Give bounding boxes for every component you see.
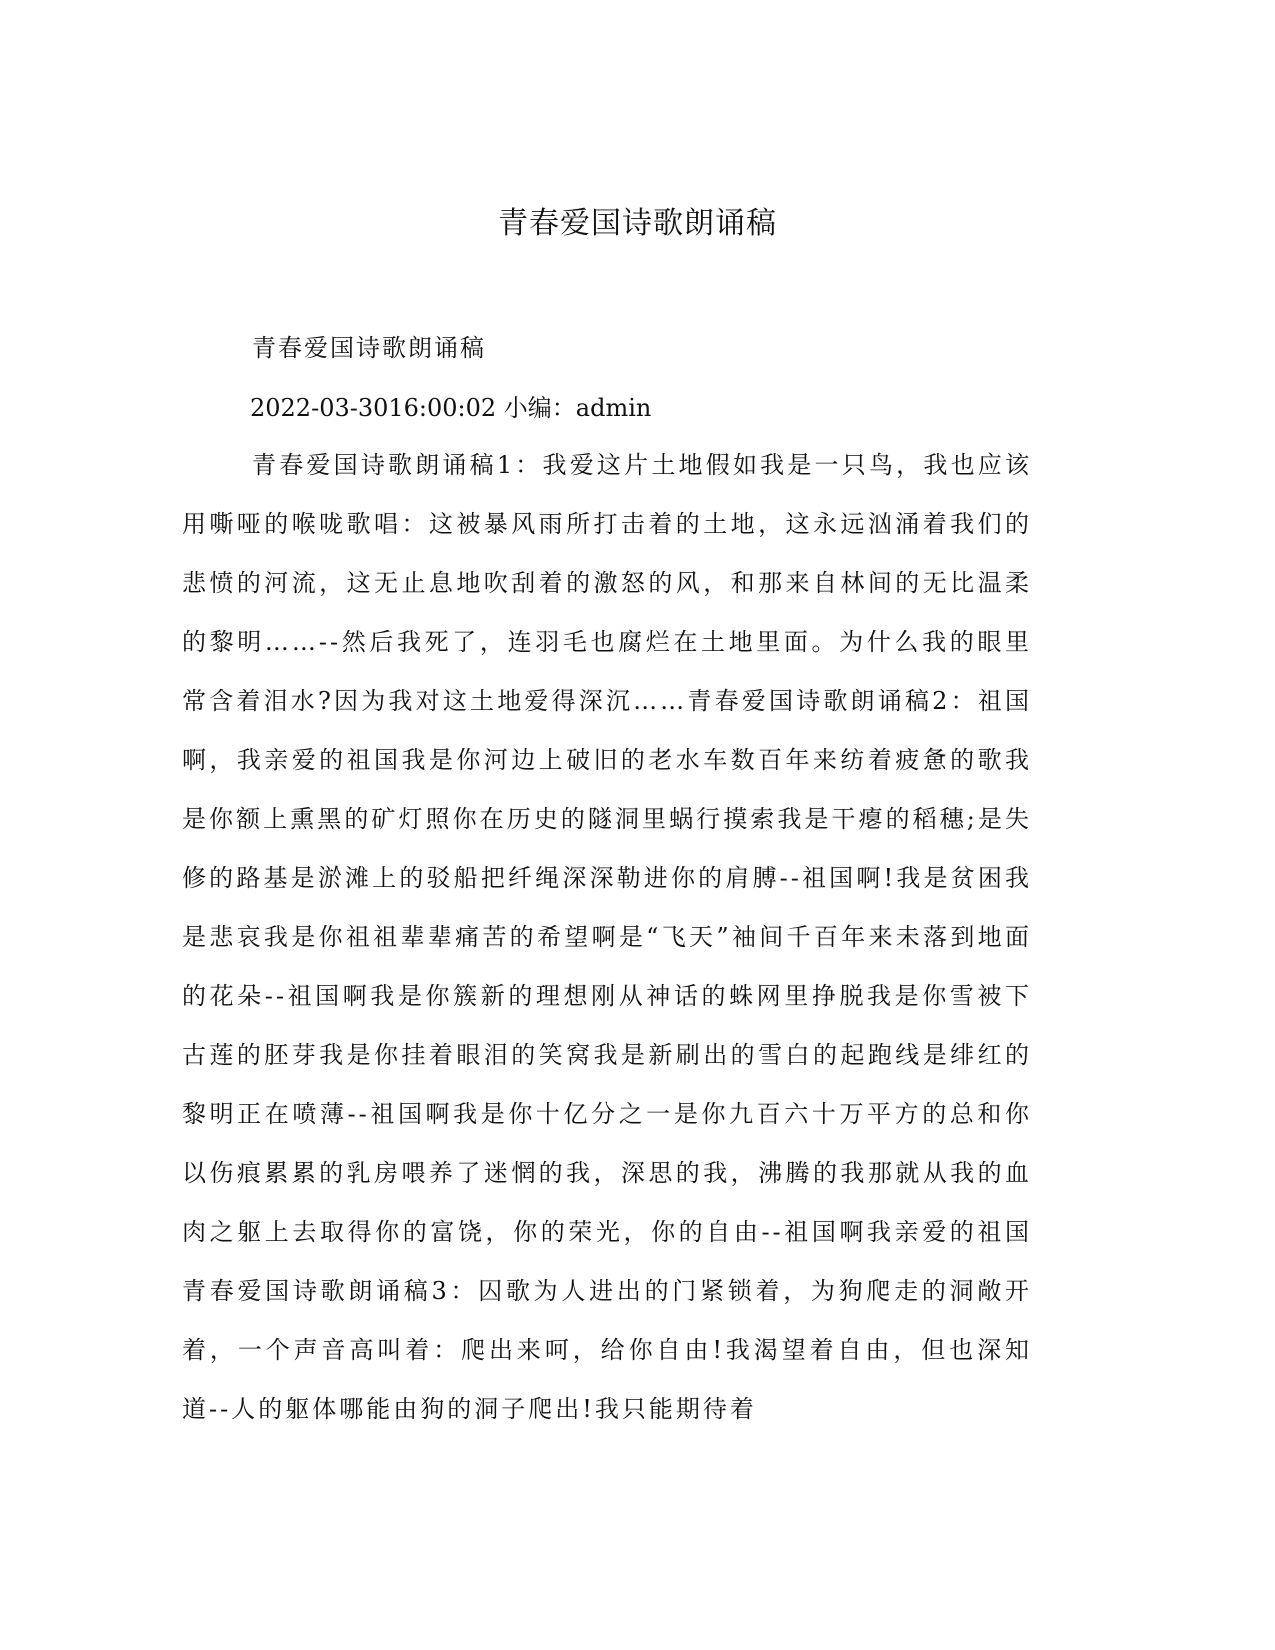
- publish-meta: 2022-03-3016:00:02 小编：admin: [250, 394, 652, 422]
- document-title: 青春爱国诗歌朗诵稿: [498, 206, 777, 241]
- document-subtitle: 青春爱国诗歌朗诵稿: [252, 334, 486, 362]
- body-paragraph: 青春爱国诗歌朗诵稿1：我爱这片土地假如我是一只鸟，我也应该用嘶哑的喉咙歌唱：这被暴风雨所打击着的土地，这永远汹涌着我们的悲愤的河流，这无止息地吹刮着的激怒的风，和那来自林间的无比温柔的黎明……--然后我死了，连羽毛也腐烂在土地里面。为什么我的眼里常含着泪水?因为我对这土地爱得深沉……青春爱国诗歌朗诵稿2：祖国啊，我亲爱的祖国我是你河边上破旧的老水车数百年来纺着疲惫的歌我是你额上熏黑的矿灯照你在历史的隧洞里蜗行摸索我是干瘪的稻穗;是失修的路基是淤滩上的驳船把纤绳深深勒进你的肩膊--祖国啊!我是贫困我是悲哀我是你祖祖辈辈痛苦的希望啊是“飞天”袖间千百年来未落到地面的花朵--祖国啊我是你簇新的理想刚从神话的蛛网里挣脱我是你雪被下古莲的胚芽我是你挂着眼泪的笑窝我是新刷出的雪白的起跑线是绯红的黎明正在喷薄--祖国啊我是你十亿分之一是你九百六十万平方的总和你以伤痕累累的乳房喂养了迷惘的我，深思的我，沸腾的我那就从我的血肉之躯上去取得你的富饶，你的荣光，你的自由--祖国啊我亲爱的祖国青春爱国诗歌朗诵稿3：囚歌为人进出的门紧锁着，为狗爬走的洞敞开着，一个声音高叫着：爬出来呵，给你自由!我渴望着自由，但也深知道--人的躯体哪能由狗的洞子爬出!我只能期待着: [182, 451, 1032, 1423]
